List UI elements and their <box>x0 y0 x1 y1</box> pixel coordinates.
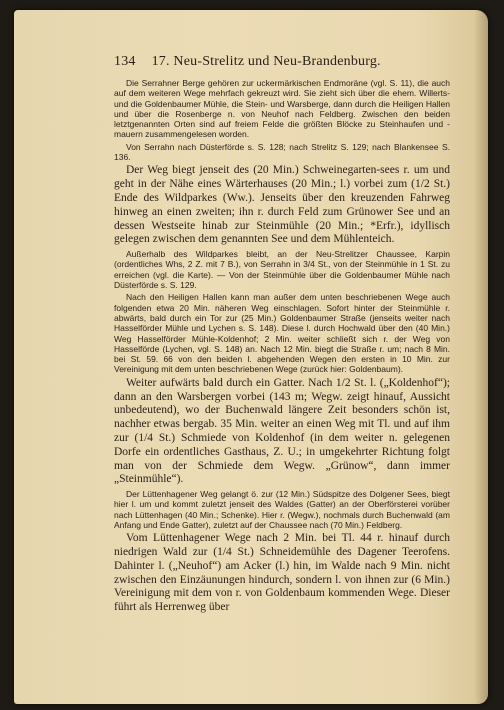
running-header <box>114 54 450 70</box>
paragraph: Der Lüttenhagener Weg gelangt ö. zur (12 Min.) Südspitze des Dolgener Sees, biegt hier l. um und kommt zuletzt jenseit des Waldes (Gatter) an der Oberförsterei vorüber nach Lüttenhagen (40 Min.; Schenke). Hier r. (Wegw.), nochmals durch Buchenwald (am Anfang und Ende Gatter), zuletzt auf der Chaussee nach (70 Min.) Feldberg. <box>114 489 450 530</box>
paragraph: Von Serrahn nach Düsterförde s. S. 128; nach Strelitz S. 129; nach Blankensee S. 136. <box>114 141 450 163</box>
paragraph: Nach den Heiligen Hallen kann man außer dem unten beschriebenen Wege auch folgenden etwa 20 Min. näheren Weg einschlagen. Sofort hinter der Steinmühle r. abwärts, bald durch ein Tor zur (25 Min.) Goldenbaumer Straße (jenseits weiter nach Hasselförder Mühle und Lychen s. S. 148). Diese l. durch Hochwald über den (40 Min.) Weg Hasselförder Mühle-Koldenhof; 2 Min. weiter schließt sich r. der Weg von Hasselförde (Lychen, vgl. S. 148) an. Nach 12 Min. biegt die Straße r. um; nach 8 Min. bei St. 59. 66 von den beiden l. abgehenden Wegen den ersten in 10 Min. zur Vereinigung mit dem unten beschriebenen Wege (zurück hier: Goldenbaum). <box>114 292 450 375</box>
paragraph: Außerhalb des Wildparkes bleibt, an der Neu-Strelitzer Chaussee, Karpin (ordentliches Whs, 2 Z. mit 7 B.), von Serrahn in 3/4 St., von der Steinmühle in 1 St. zu erreichen (vgl. die Karte). — Von der Steinmühle über die Goldenbaumer Mühle nach Düsterförde s. S. 129. <box>114 249 450 291</box>
page-edge-shadow <box>474 10 488 704</box>
book-page <box>14 10 488 704</box>
page-content <box>114 54 450 617</box>
page-number: 134 <box>114 54 136 69</box>
chapter-title: 17. Neu-Strelitz und Neu-Brandenburg. <box>151 54 381 69</box>
paragraph: Der Weg biegt jenseit des (20 Min.) Schweinegarten-sees r. um und geht in der Nähe eines Wärterhauses (20 Min.; l.) vorbei zum (1/2 St.) Ende des Wildparkes (Ww.). Jenseits über den kreuzenden Fahrweg hinweg an einen zweiten; ihn r. durch Feld zum Grünower See und an dessen Westseite hinab zur Steinmühle (20 Min.; *Erfr.), idyllisch gelegen zwischen dem genannten See und dem Mühlenteich. <box>114 164 450 246</box>
paragraph: Die Serrahner Berge gehören zur uckermärkischen Endmoräne (vgl. S. 11), die auch auf dem weiteren Wege mehrfach gekreuzt wird. Sie zieht sich über die ehem. Willerts- und die Goldenbaumer Mühle, die Stein- und Warsberge, dann durch die Heiligen Hallen und über die Rosenberge n. von Neuhof nach Feldberg. Zwischen den beiden letztgenannten Orten sind auf freiem Felde die größten Blöcke zu Steinhaufen und -mauern zusammengelesen worden. <box>114 78 450 140</box>
paragraph: Vom Lüttenhagener Wege nach 2 Min. bei Tl. 44 r. hinauf durch niedrigen Wald zur (1/4 St.) Schneidemühle des Dagener Teerofens. Dahinter l. („Neuhof“) am Acker (l.) hin, im Walde nach 9 Min. nicht zwischen den Einzäunungen hindurch, sondern l. von ihnen zur (6 Min.) Vereinigung mit dem von r. von Goldenbaum kommenden Wege. Dieser führt als Herrenweg über <box>114 532 450 614</box>
paragraph: Weiter aufwärts bald durch ein Gatter. Nach 1/2 St. l. („Koldenhof“); dann an den Warsbergen vorbei (143 m; Wegw. zeigt hinauf, Aussicht unbedeutend), wo der Buchenwald längere Zeit besonders schön ist, nachher etwas bergab. 35 Min. weiter an einen Weg mit Tl. und auf ihm zur (1/4 St.) Schmiede von Koldenhof (in dem weiter n. gelegenen Dorfe ein ordentliches Gasthaus, Z. U.; in umgekehrter Richtung folgt man von der Schmiede dem Wegw. „Grünow“, dann immer „Steinmühle“). <box>114 376 450 486</box>
